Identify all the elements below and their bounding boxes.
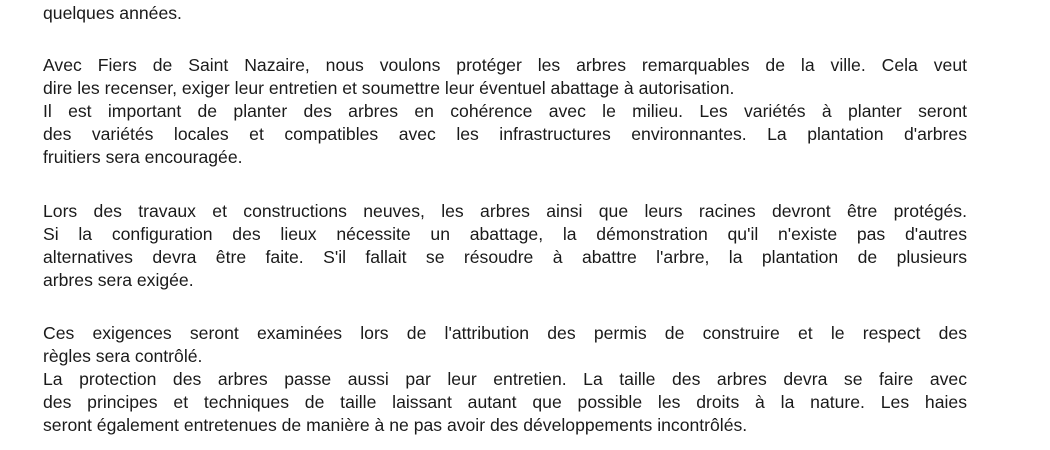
paragraph-2-line-4: arbres sera exigée. — [43, 270, 194, 290]
paragraph-1-line-1: Avec Fiers de Saint Nazaire, nous voulons protéger les arbres remarquables de la ville. Cela veut — [43, 55, 967, 75]
paragraph-3-line-2: règles sera contrôlé. — [43, 346, 203, 366]
paragraph-3-line-3: La protection des arbres passe aussi par leur entretien. La taille des arbres devra se faire avec — [43, 369, 967, 389]
paragraph-3-line-1: Ces exigences seront examinées lors de l'attribution des permis de construire et le respect des — [43, 323, 967, 343]
paragraph-3-line-5: seront également entretenues de manière à ne pas avoir des développements incontrôlés. — [43, 415, 748, 435]
paragraph-1-line-3: Il est important de planter des arbres en cohérence avec le milieu. Les variétés à planter seront — [43, 101, 967, 121]
paragraph-2-line-1: Lors des travaux et constructions neuves, les arbres ainsi que leurs racines devront être protégés. — [43, 201, 967, 221]
top-fragment-line: quelques années. — [43, 3, 182, 23]
paragraph-2-line-3: alternatives devra être faite. S'il fallait se résoudre à abattre l'arbre, la plantation de plusieurs — [43, 247, 967, 267]
paragraph-1-line-5: fruitiers sera encouragée. — [43, 147, 243, 167]
paragraph-3-line-4: des principes et techniques de taille laissant autant que possible les droits à la nature. Les haies — [43, 392, 967, 412]
paragraph-1-line-2: dire les recenser, exiger leur entretien et soumettre leur éventuel abattage à autorisation. — [43, 78, 735, 98]
paragraph-1-line-4: des variétés locales et compatibles avec les infrastructures environnantes. La plantation d'arbres — [43, 124, 967, 144]
paragraph-2-line-2: Si la configuration des lieux nécessite un abattage, la démonstration qu'il n'existe pas d'autres — [43, 224, 967, 244]
